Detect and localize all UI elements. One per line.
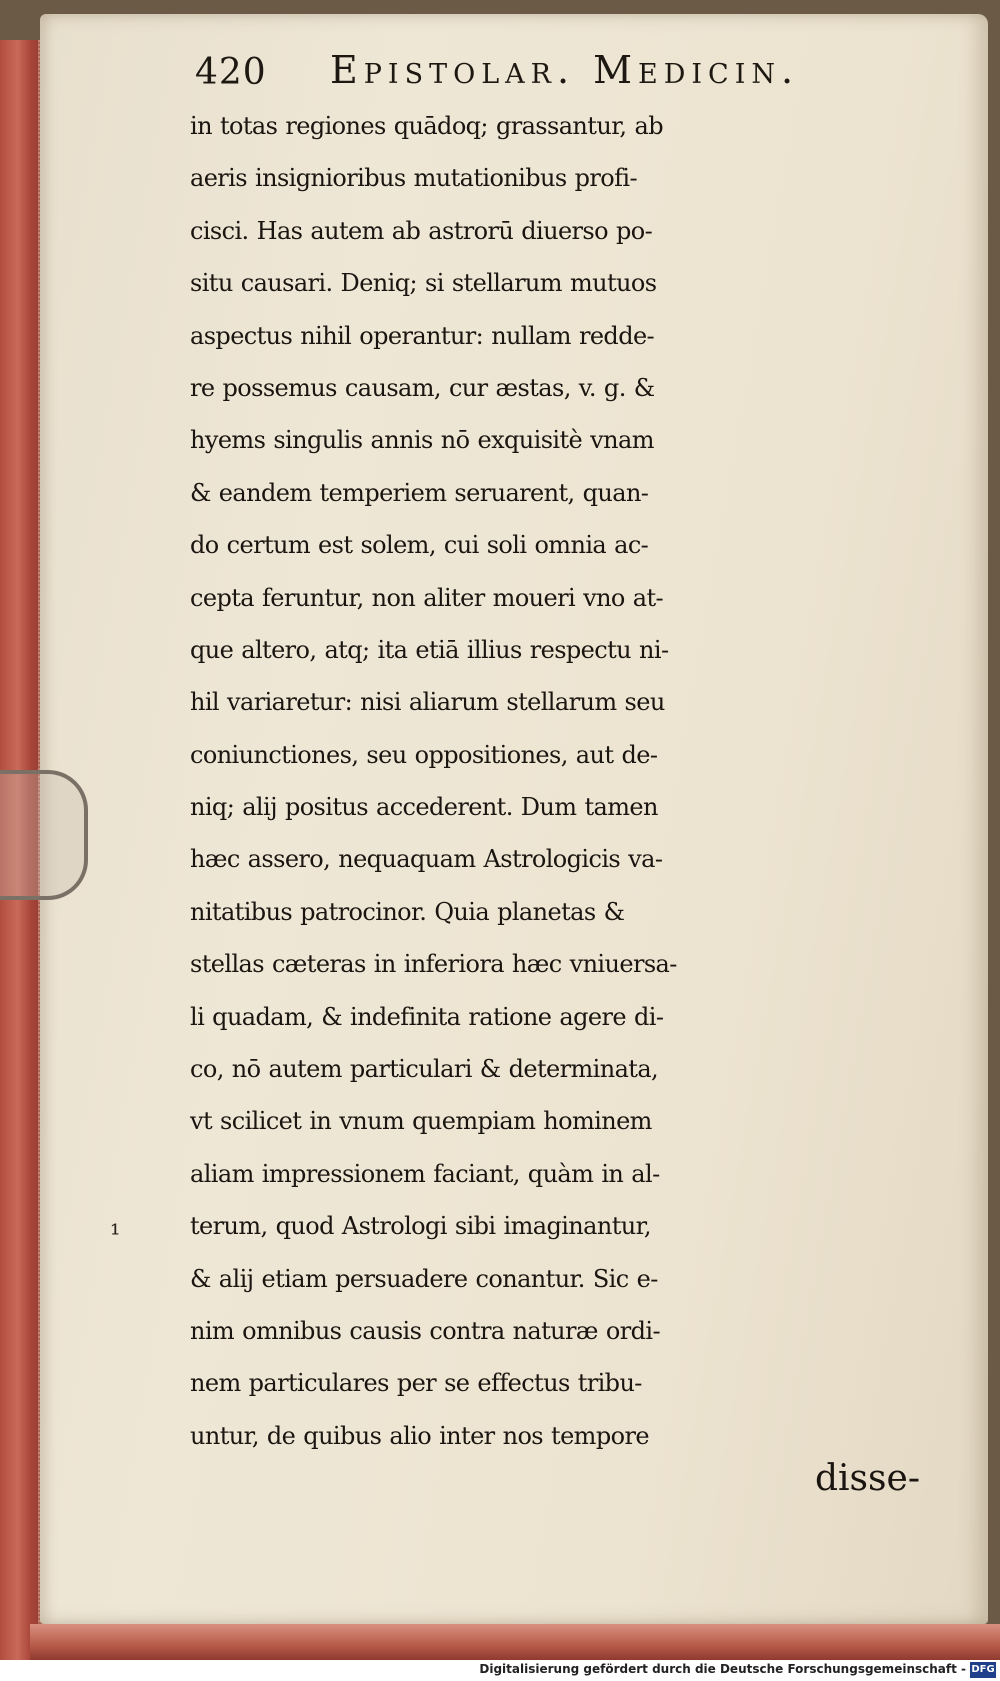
text-line: niq; alij positus accederent. Dum tamen (190, 793, 658, 822)
text-line: terum, quod Astrologi sibi imaginantur, (190, 1212, 651, 1241)
text-line: vt scilicet in vnum quempiam hominem (190, 1107, 652, 1136)
text-line: do certum est solem, cui soli omnia ac- (190, 531, 649, 560)
text-line: situ causari. Deniq; si stellarum mutuos (190, 269, 657, 298)
text-line: stellas cæteras in inferiora hæc vniuersa- (190, 950, 677, 979)
running-head: Epistolar. Medicin. (330, 48, 800, 92)
text-line: nitatibus patrocinor. Quia planetas & (190, 897, 625, 926)
catchword: disse- (815, 1458, 920, 1499)
text-line: re possemus causam, cur æstas, v. g. & (190, 373, 655, 402)
text-line: coniunctiones, seu oppositiones, aut de- (190, 740, 658, 769)
text-line: hil variaretur: nisi aliarum stellarum seu (190, 688, 665, 717)
text-line: li quadam, & indefinita ratione agere di- (190, 1002, 664, 1031)
funding-credit: Digitalisierung gefördert durch die Deutsche Forschungsgemeinschaft - (479, 1662, 966, 1676)
text-line: & eandem temperiem seruarent, quan- (190, 478, 649, 507)
text-line: aliam impressionem faciant, quàm in al- (190, 1159, 660, 1188)
text-line: & alij etiam persuadere conantur. Sic e- (190, 1264, 658, 1293)
text-line: cepta feruntur, non aliter moueri vno at- (190, 583, 664, 612)
margin-mark: ¹ (110, 1220, 121, 1250)
book-edge-bottom (30, 1624, 1000, 1660)
text-line: untur, de quibus alio inter nos tempore (190, 1421, 649, 1450)
footer-bar (0, 1660, 1000, 1681)
page-number: 420 (195, 52, 267, 93)
text-line: in totas regiones quādoq; grassantur, ab (190, 112, 663, 140)
text-line: aspectus nihil operantur: nullam redde- (190, 321, 655, 350)
page-header (195, 40, 895, 96)
text-line: hyems singulis annis nō exquisitè vnam (190, 426, 654, 455)
text-line: que altero, atq; ita etiā illius respectu ni- (190, 635, 669, 664)
page-clip (0, 770, 88, 900)
text-line: nim omnibus causis contra naturæ ordi- (190, 1316, 660, 1345)
body-text (190, 100, 930, 1462)
text-line: cisci. Has autem ab astrorū diuerso po- (190, 216, 653, 245)
text-line: hæc assero, nequaquam Astrologicis va- (190, 845, 663, 874)
text-line: aeris insignioribus mutationibus profi- (190, 164, 637, 193)
dfg-logo: DFG (970, 1662, 996, 1678)
text-line: co, nō autem particulari & determinata, (190, 1055, 659, 1084)
text-line: nem particulares per se effectus tribu- (190, 1369, 642, 1398)
